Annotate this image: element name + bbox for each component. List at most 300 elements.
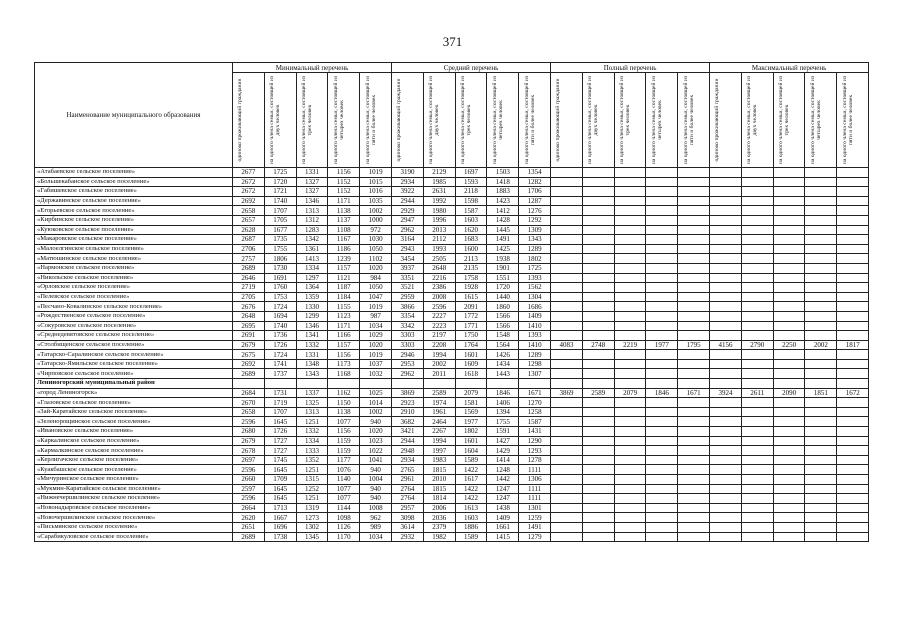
column-subheader	[614, 73, 646, 168]
value-cell: 3098	[392, 513, 424, 523]
value-cell: 1020	[360, 340, 392, 350]
value-cell: 1727	[264, 446, 296, 456]
value-cell: 1709	[264, 475, 296, 485]
table-body	[35, 168, 869, 542]
value-cell: 1166	[328, 331, 360, 341]
value-cell: 1343	[296, 369, 328, 379]
value-cell: 2079	[455, 388, 487, 398]
empty-cell	[773, 379, 805, 389]
value-cell	[741, 302, 773, 312]
value-cell: 1418	[487, 177, 519, 187]
value-cell: 1171	[328, 321, 360, 331]
value-cell	[837, 417, 869, 427]
value-cell	[614, 427, 646, 437]
empty-cell	[487, 379, 519, 389]
value-cell	[614, 215, 646, 225]
value-cell	[582, 522, 614, 532]
value-cell: 1431	[519, 427, 551, 437]
value-cell	[582, 302, 614, 312]
value-cell: 2596	[423, 302, 455, 312]
table-row	[35, 196, 869, 206]
value-cell: 1287	[519, 196, 551, 206]
value-cell	[551, 427, 583, 437]
municipality-name: «Нижнечершилинское сельское поселение»	[35, 494, 233, 504]
value-cell: 1755	[487, 417, 519, 427]
value-cell	[614, 254, 646, 264]
value-cell: 1364	[296, 283, 328, 293]
value-cell	[773, 302, 805, 312]
value-cell	[837, 206, 869, 216]
municipality-name: «Чирповское сельское поселение»	[35, 369, 233, 379]
value-cell	[710, 273, 742, 283]
value-cell: 1977	[646, 340, 678, 350]
section-row	[35, 379, 869, 389]
value-cell: 1150	[328, 398, 360, 408]
value-cell	[646, 465, 678, 475]
value-cell: 1313	[296, 407, 328, 417]
value-cell: 989	[360, 522, 392, 532]
value-cell	[741, 177, 773, 187]
municipality-name: «Новочершилинское сельское поселение»	[35, 513, 233, 523]
value-cell: 2676	[233, 302, 265, 312]
value-cell: 1020	[360, 427, 392, 437]
value-cell	[551, 196, 583, 206]
table-row	[35, 522, 869, 532]
value-cell	[837, 475, 869, 485]
value-cell: 1741	[264, 359, 296, 369]
value-cell	[710, 350, 742, 360]
value-cell: 1851	[805, 388, 837, 398]
value-cell: 1697	[455, 168, 487, 178]
value-cell: 1283	[296, 225, 328, 235]
value-cell	[837, 359, 869, 369]
value-cell: 1713	[264, 503, 296, 513]
column-subheader	[264, 73, 296, 168]
value-cell	[678, 206, 710, 216]
value-cell: 1159	[328, 446, 360, 456]
value-cell: 2658	[233, 407, 265, 417]
value-cell	[773, 398, 805, 408]
value-cell	[551, 455, 583, 465]
value-cell: 1337	[296, 388, 328, 398]
value-cell	[582, 283, 614, 293]
value-cell: 1410	[519, 340, 551, 350]
value-cell	[773, 292, 805, 302]
value-cell	[582, 427, 614, 437]
table-row	[35, 359, 869, 369]
value-cell: 1000	[360, 215, 392, 225]
value-cell: 1620	[455, 225, 487, 235]
empty-cell	[233, 379, 265, 389]
value-cell	[646, 225, 678, 235]
value-cell: 2008	[423, 292, 455, 302]
value-cell: 1037	[360, 359, 392, 369]
value-cell: 1422	[455, 484, 487, 494]
value-cell	[582, 225, 614, 235]
value-cell	[773, 503, 805, 513]
value-cell	[614, 446, 646, 456]
column-subheader-label: на одного члена семьи, состоящей из четырех человек	[491, 75, 505, 165]
value-cell	[678, 503, 710, 513]
value-cell: 2959	[392, 292, 424, 302]
value-cell: 3937	[392, 263, 424, 273]
value-cell: 2934	[392, 455, 424, 465]
value-cell: 1725	[519, 263, 551, 273]
value-cell	[741, 427, 773, 437]
value-cell: 1102	[360, 254, 392, 264]
value-cell	[614, 513, 646, 523]
value-cell	[646, 513, 678, 523]
column-subheader	[551, 73, 583, 168]
column-subheader-label: на одного члена семьи, состоящей из четырех человек	[809, 75, 823, 165]
value-cell: 3351	[392, 273, 424, 283]
value-cell: 1425	[487, 244, 519, 254]
value-cell	[678, 465, 710, 475]
value-cell	[837, 254, 869, 264]
value-cell: 2790	[741, 340, 773, 350]
column-subheader	[423, 73, 455, 168]
municipality-name: «Мукмин-Каратайское сельское поселение»	[35, 484, 233, 494]
table-row	[35, 321, 869, 331]
value-cell: 1327	[296, 177, 328, 187]
empty-cell	[392, 379, 424, 389]
value-cell	[614, 522, 646, 532]
table-row	[35, 503, 869, 513]
value-cell	[837, 311, 869, 321]
value-cell: 1152	[328, 177, 360, 187]
value-cell	[646, 244, 678, 254]
value-cell: 1601	[455, 436, 487, 446]
value-cell	[837, 196, 869, 206]
table-row	[35, 446, 869, 456]
empty-cell	[710, 379, 742, 389]
value-cell	[805, 503, 837, 513]
value-cell: 1025	[360, 388, 392, 398]
value-cell	[805, 244, 837, 254]
value-cell	[582, 196, 614, 206]
value-cell: 1076	[328, 465, 360, 475]
value-cell	[582, 168, 614, 178]
value-cell: 1289	[519, 350, 551, 360]
value-cell: 1753	[264, 292, 296, 302]
column-subheader-label: на одного члена семьи, состоящей из пяти и более человек	[364, 75, 377, 165]
table-row	[35, 427, 869, 437]
value-cell: 1727	[264, 436, 296, 446]
value-cell: 1672	[837, 388, 869, 398]
municipality-name: «Орловское сельское поселение»	[35, 283, 233, 293]
value-cell	[837, 215, 869, 225]
value-cell: 1406	[487, 398, 519, 408]
value-cell	[678, 187, 710, 197]
value-cell: 1598	[455, 196, 487, 206]
value-cell: 1426	[487, 350, 519, 360]
value-cell	[741, 455, 773, 465]
column-subheader	[487, 73, 519, 168]
value-cell: 1247	[487, 494, 519, 504]
value-cell	[773, 494, 805, 504]
municipality-name: «Сокуровское сельское поселение»	[35, 321, 233, 331]
value-cell	[614, 196, 646, 206]
value-cell	[773, 283, 805, 293]
column-subheader-label: на одного члена семьи, состоящей из пяти и более человек	[841, 75, 854, 165]
value-cell: 2216	[423, 273, 455, 283]
value-cell	[805, 225, 837, 235]
value-cell	[646, 359, 678, 369]
value-cell: 3869	[392, 388, 424, 398]
value-cell	[837, 522, 869, 532]
value-cell	[710, 196, 742, 206]
value-cell: 1413	[296, 254, 328, 264]
value-cell	[614, 436, 646, 446]
value-cell: 1279	[519, 532, 551, 542]
value-cell: 3614	[392, 522, 424, 532]
value-cell	[678, 302, 710, 312]
value-cell: 1342	[296, 235, 328, 245]
value-cell: 1302	[296, 522, 328, 532]
empty-cell	[646, 379, 678, 389]
value-cell: 1440	[487, 292, 519, 302]
value-cell	[551, 522, 583, 532]
value-cell: 2631	[423, 187, 455, 197]
value-cell: 987	[360, 311, 392, 321]
value-cell: 1760	[264, 283, 296, 293]
column-subheader-label: на одного члена семьи, состоящей из двух человек	[587, 75, 600, 165]
value-cell	[551, 302, 583, 312]
value-cell: 1041	[360, 455, 392, 465]
value-cell	[805, 215, 837, 225]
group-header-min: Минимальный перечень	[233, 63, 392, 73]
value-cell	[582, 244, 614, 254]
value-cell	[837, 436, 869, 446]
value-cell	[582, 494, 614, 504]
value-cell	[741, 187, 773, 197]
value-cell: 3682	[392, 417, 424, 427]
value-cell: 1152	[328, 187, 360, 197]
value-cell: 2597	[233, 484, 265, 494]
municipality-name: «Куюковское сельское поселение»	[35, 225, 233, 235]
value-cell	[710, 187, 742, 197]
value-cell	[582, 311, 614, 321]
table-row	[35, 484, 869, 494]
value-cell	[551, 350, 583, 360]
value-cell	[646, 196, 678, 206]
column-subheader-label: на одного члена семьи, состоящей из трех человек	[460, 75, 473, 165]
value-cell	[582, 187, 614, 197]
value-cell: 1319	[296, 503, 328, 513]
value-cell: 2223	[423, 321, 455, 331]
value-cell: 2943	[392, 244, 424, 254]
value-cell: 2670	[233, 398, 265, 408]
value-cell	[678, 331, 710, 341]
value-cell: 1282	[519, 177, 551, 187]
value-cell: 2036	[423, 513, 455, 523]
value-cell	[582, 484, 614, 494]
value-cell	[805, 455, 837, 465]
value-cell	[710, 522, 742, 532]
column-subheader	[741, 73, 773, 168]
value-cell: 1276	[519, 206, 551, 216]
value-cell	[614, 417, 646, 427]
value-cell: 2664	[233, 503, 265, 513]
value-cell	[805, 446, 837, 456]
value-cell: 1737	[264, 369, 296, 379]
value-cell: 984	[360, 273, 392, 283]
value-cell	[741, 494, 773, 504]
table-row	[35, 206, 869, 216]
value-cell: 1167	[328, 235, 360, 245]
value-cell	[614, 187, 646, 197]
value-cell: 1155	[328, 302, 360, 312]
value-cell: 3869	[551, 388, 583, 398]
value-cell: 1725	[264, 168, 296, 178]
value-cell: 3866	[392, 302, 424, 312]
value-cell	[646, 206, 678, 216]
value-cell	[741, 513, 773, 523]
value-cell	[678, 283, 710, 293]
value-cell	[741, 292, 773, 302]
column-subheader	[805, 73, 837, 168]
value-cell: 1334	[296, 436, 328, 446]
value-cell	[710, 446, 742, 456]
municipality-name: «Рождественское сельское поселение»	[35, 311, 233, 321]
table-row	[35, 407, 869, 417]
value-cell	[710, 398, 742, 408]
value-cell: 1008	[360, 503, 392, 513]
value-cell: 1603	[455, 215, 487, 225]
value-cell	[678, 292, 710, 302]
value-cell: 1019	[360, 302, 392, 312]
municipality-name: «Среднедевятовское сельское поселение»	[35, 331, 233, 341]
value-cell	[710, 311, 742, 321]
value-cell	[773, 244, 805, 254]
value-cell: 2757	[233, 254, 265, 264]
table-row	[35, 311, 869, 321]
table-row	[35, 513, 869, 523]
value-cell	[837, 494, 869, 504]
value-cell: 1564	[487, 340, 519, 350]
value-cell: 3342	[392, 321, 424, 331]
value-cell: 1144	[328, 503, 360, 513]
value-cell: 1004	[360, 475, 392, 485]
value-cell	[646, 398, 678, 408]
value-cell	[805, 436, 837, 446]
value-cell: 1755	[264, 244, 296, 254]
value-cell	[805, 273, 837, 283]
value-cell: 1354	[519, 168, 551, 178]
value-cell	[614, 503, 646, 513]
value-cell	[741, 311, 773, 321]
value-cell	[837, 321, 869, 331]
value-cell	[773, 522, 805, 532]
value-cell	[551, 187, 583, 197]
value-cell	[773, 484, 805, 494]
value-cell	[837, 465, 869, 475]
value-cell: 1168	[328, 369, 360, 379]
value-cell: 2135	[455, 263, 487, 273]
value-cell: 2379	[423, 522, 455, 532]
empty-cell	[614, 379, 646, 389]
value-cell	[773, 455, 805, 465]
value-cell	[741, 475, 773, 485]
value-cell	[646, 532, 678, 542]
value-cell	[582, 417, 614, 427]
column-subheader	[392, 73, 424, 168]
value-cell: 1171	[328, 196, 360, 206]
value-cell	[614, 263, 646, 273]
value-cell	[551, 475, 583, 485]
value-cell: 1312	[296, 215, 328, 225]
value-cell: 2227	[423, 311, 455, 321]
value-cell: 2589	[423, 388, 455, 398]
value-cell	[805, 177, 837, 187]
value-cell: 1032	[360, 369, 392, 379]
value-cell: 1551	[487, 273, 519, 283]
value-cell	[710, 465, 742, 475]
value-cell: 1671	[519, 388, 551, 398]
table-row	[35, 465, 869, 475]
value-cell	[646, 177, 678, 187]
municipality-name: «Макаровское сельское поселение»	[35, 235, 233, 245]
value-cell: 1928	[455, 283, 487, 293]
value-cell: 2011	[423, 369, 455, 379]
value-cell: 1615	[455, 292, 487, 302]
value-cell	[646, 522, 678, 532]
value-cell	[646, 311, 678, 321]
table-row	[35, 292, 869, 302]
value-cell: 1346	[296, 196, 328, 206]
value-cell: 2719	[233, 283, 265, 293]
municipality-name: «Каркалинское сельское поселение»	[35, 436, 233, 446]
value-cell: 2611	[741, 388, 773, 398]
value-cell	[678, 436, 710, 446]
value-cell	[646, 292, 678, 302]
value-cell: 1301	[519, 503, 551, 513]
value-cell	[678, 532, 710, 542]
value-cell	[805, 369, 837, 379]
value-cell: 1593	[455, 177, 487, 187]
value-cell: 1290	[519, 436, 551, 446]
value-cell: 2208	[423, 340, 455, 350]
value-cell: 1307	[519, 369, 551, 379]
value-cell	[678, 273, 710, 283]
value-cell	[646, 484, 678, 494]
value-cell	[551, 244, 583, 254]
value-cell	[551, 503, 583, 513]
value-cell: 1562	[519, 283, 551, 293]
value-cell: 1297	[296, 273, 328, 283]
value-cell: 2944	[392, 196, 424, 206]
table-row	[35, 369, 869, 379]
value-cell	[614, 398, 646, 408]
value-cell: 1002	[360, 407, 392, 417]
value-cell	[551, 254, 583, 264]
municipality-name: «Мичуринское сельское поселение»	[35, 475, 233, 485]
value-cell	[741, 446, 773, 456]
value-cell	[678, 321, 710, 331]
value-cell: 1333	[296, 446, 328, 456]
value-cell: 2692	[233, 359, 265, 369]
value-cell	[614, 494, 646, 504]
empty-cell	[837, 379, 869, 389]
value-cell	[710, 427, 742, 437]
value-cell	[741, 465, 773, 475]
value-cell	[614, 475, 646, 485]
value-cell: 1795	[678, 340, 710, 350]
value-cell	[805, 475, 837, 485]
table-row	[35, 532, 869, 542]
value-cell: 1258	[519, 407, 551, 417]
municipality-name: «Песчано-Ковалинское сельское поселение»	[35, 302, 233, 312]
